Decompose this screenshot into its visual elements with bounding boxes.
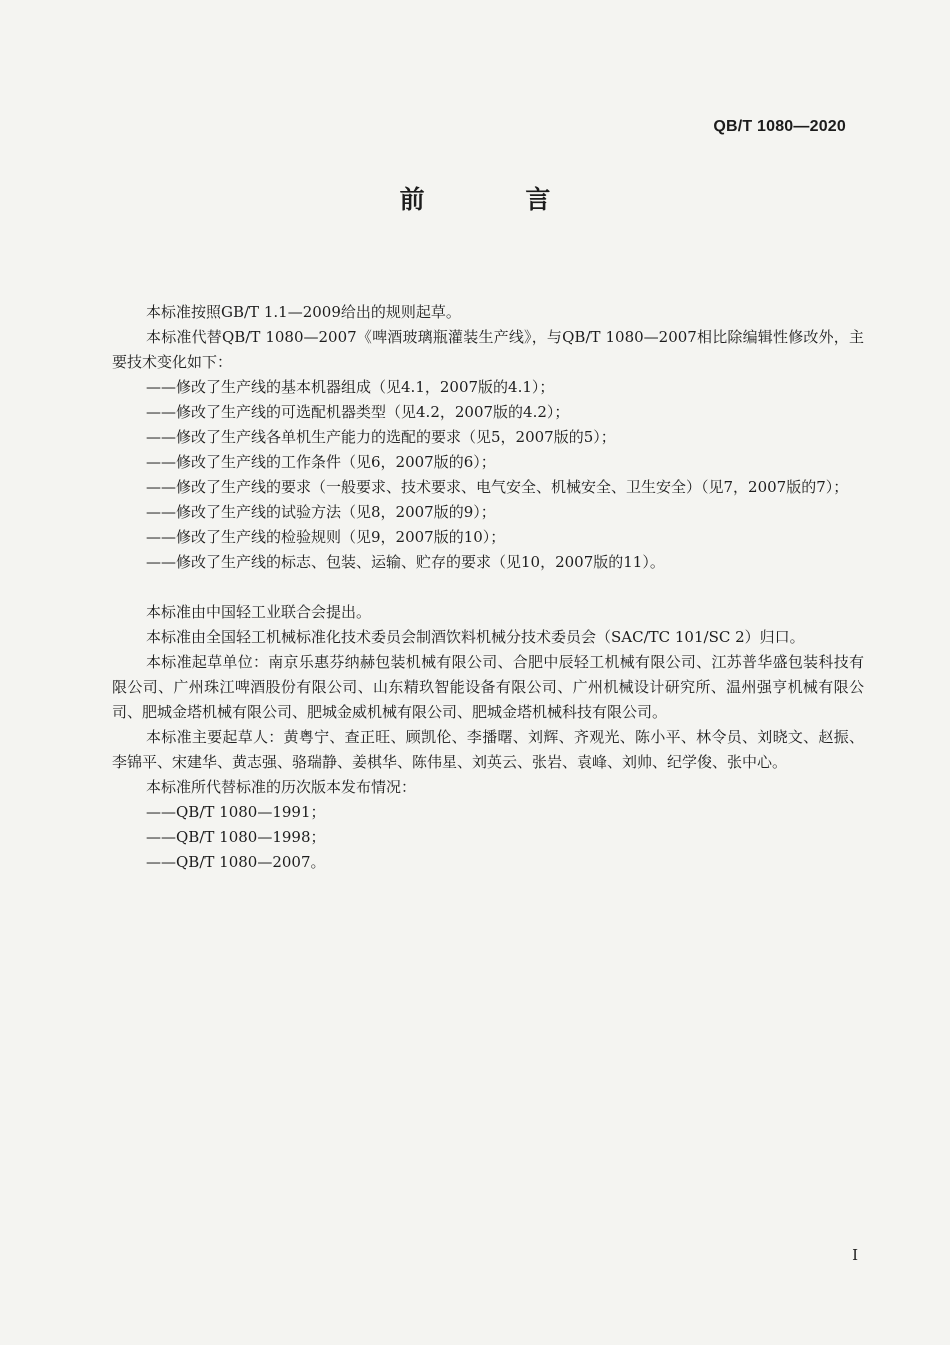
change-item: ——修改了生产线的可选配机器类型（见4.2，2007版的4.2）； [146,403,570,421]
paragraph-committee: 本标准由全国轻工机械标准化技术委员会制酒饮料机械分技术委员会（SAC/TC 101/SC 2）归口。 [146,628,805,646]
change-item: ——修改了生产线的工作条件（见6，2007版的6）； [146,453,496,471]
change-item: ——修改了生产线各单机生产能力的选配的要求（见5，2007版的5）； [146,428,616,446]
change-item: ——修改了生产线的基本机器组成（见4.1，2007版的4.1）； [146,378,555,396]
history-item: ——QB/T 1080—1998； [146,828,326,846]
foreword-body [112,300,864,875]
history-item: ——QB/T 1080—1991； [146,803,326,821]
paragraph-history: 本标准所代替标准的历次版本发布情况： [146,778,417,796]
paragraph-drafters: 本标准主要起草人：黄粤宁、查正旺、顾凯伦、李播曙、刘辉、齐观光、陈小平、林令员、刘晓文、赵振、李锦平、宋建华、黄志强、骆瑞静、姜棋华、陈伟星、刘英云、张岩、袁峰、刘帅、纪学俊、张中心。 [112,728,864,771]
paragraph-proposer: 本标准由中国轻工业联合会提出。 [146,603,372,621]
paragraph-replacement: 本标准代替QB/T 1080—2007《啤酒玻璃瓶灌装生产线》，与QB/T 1080—2007相比除编辑性修改外，主要技术变化如下： [112,328,864,371]
spacer [112,575,864,600]
paragraph-drafting-units: 本标准起草单位：南京乐惠芬纳赫包装机械有限公司、合肥中辰轻工机械有限公司、江苏普华盛包装科技有限公司、广州珠江啤酒股份有限公司、山东精玖智能设备有限公司、广州机械设计研究所、温州强亨机械有限公司、肥城金塔机械有限公司、肥城金威机械有限公司、肥城金塔机械科技有限公司。 [112,653,864,721]
change-item: ——修改了生产线的要求（一般要求、技术要求、电气安全、机械安全、卫生安全）（见7，2007版的7）； [146,478,849,496]
paragraph-drafting-rules: 本标准按照GB/T 1.1—2009给出的规则起草。 [146,303,461,321]
standard-code: QB/T 1080—2020 [713,118,846,135]
page-title: 前 言 [399,185,597,214]
history-item: ——QB/T 1080—2007。 [146,853,326,871]
change-item: ——修改了生产线的标志、包装、运输、贮存的要求（见10，2007版的11）。 [146,553,665,571]
change-item: ——修改了生产线的检验规则（见9，2007版的10）； [146,528,506,546]
change-item: ——修改了生产线的试验方法（见8，2007版的9）； [146,503,496,521]
page-number: I [852,1246,858,1264]
